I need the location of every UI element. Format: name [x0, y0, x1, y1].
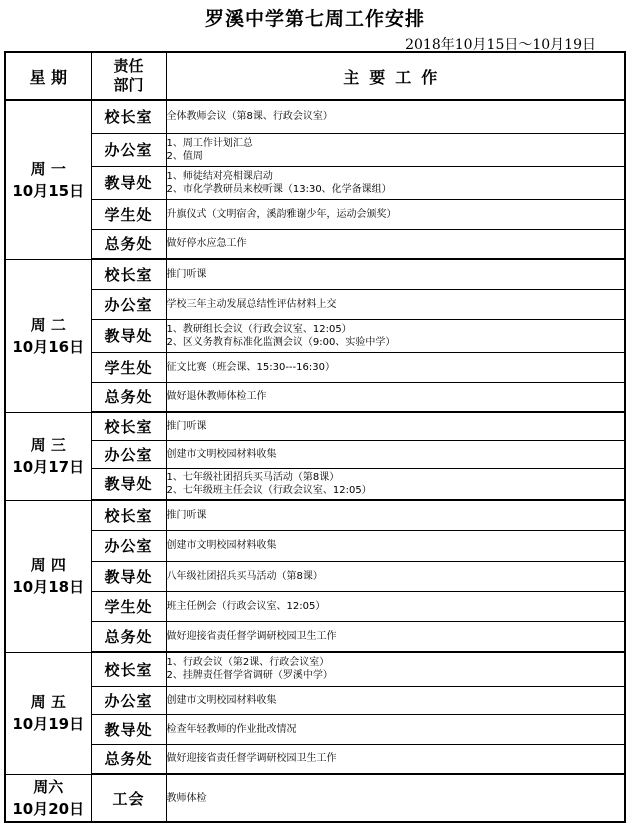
- work-cell: [166, 774, 625, 822]
- day-cell: [5, 774, 91, 822]
- table-row: [5, 412, 625, 440]
- table-row: [5, 382, 625, 412]
- work-cell: [166, 714, 625, 744]
- day-cell: [5, 500, 91, 652]
- table-row: [5, 500, 625, 530]
- day-date: 10月15日: [12, 181, 85, 200]
- dept-cell: 总务处: [91, 382, 166, 412]
- dept-cell: 办公室: [91, 289, 166, 319]
- day-date: 10月18日: [12, 578, 85, 596]
- work-line: 2、市化学教研员来校听课（13:30、化学备课组）: [166, 183, 392, 195]
- work-line: 推门听课: [166, 509, 207, 521]
- dept-cell: 教导处: [91, 468, 166, 500]
- table-row: [5, 621, 625, 652]
- work-line: 推门听课: [166, 268, 207, 280]
- table-row: [5, 100, 625, 133]
- dept-cell: 总务处: [91, 744, 166, 774]
- header-row: [5, 52, 625, 100]
- work-line: 推门听课: [166, 420, 207, 432]
- dept-cell: 学生处: [91, 352, 166, 382]
- schedule-body: [5, 100, 625, 822]
- work-line: 2、值周: [166, 150, 203, 162]
- work-line: 教师体检: [166, 792, 207, 804]
- day-name: 周 一: [30, 159, 66, 178]
- table-row: [5, 440, 625, 468]
- day-date: 10月17日: [12, 458, 85, 476]
- work-line: 八年级社团招兵买马活动（第8课）: [166, 570, 323, 582]
- work-line: 做好迎接省责任督学调研校园卫生工作: [166, 630, 337, 642]
- work-cell: [166, 166, 625, 199]
- work-cell: [166, 530, 625, 561]
- dept-cell: 校长室: [91, 100, 166, 133]
- schedule-table: [4, 51, 626, 823]
- work-line: 做好停水应急工作: [166, 238, 247, 250]
- table-row: [5, 652, 625, 686]
- day-cell: [5, 652, 91, 774]
- day-date: 10月20日: [12, 799, 85, 818]
- dept-cell: 教导处: [91, 561, 166, 591]
- work-cell: [166, 289, 625, 319]
- work-cell: [166, 621, 625, 652]
- table-row: [5, 591, 625, 621]
- table-row: [5, 199, 625, 229]
- work-line: 升旗仪式（文明宿舍，溪韵雅谢少年，运动会颁奖）: [166, 208, 397, 220]
- work-line: 征文比赛（班会课、15:30---16:30）: [166, 361, 335, 373]
- dept-cell: 校长室: [91, 412, 166, 440]
- work-line: 2、挂牌责任督学省调研（罗溪中学）: [166, 670, 333, 682]
- work-line: 做好迎接省责任督学调研校园卫生工作: [166, 753, 337, 765]
- work-line: 创建市文明校园材料收集: [166, 694, 277, 706]
- work-cell: [166, 468, 625, 500]
- dept-cell: 办公室: [91, 530, 166, 561]
- dept-cell: 校长室: [91, 652, 166, 686]
- work-cell: [166, 440, 625, 468]
- work-cell: [166, 352, 625, 382]
- work-line: 创建市文明校园材料收集: [166, 448, 277, 460]
- work-line: 2、区义务教育标准化监测会议（9:00、实验中学）: [166, 336, 396, 348]
- work-cell: [166, 259, 625, 289]
- table-row: [5, 744, 625, 774]
- dept-cell: 教导处: [91, 166, 166, 199]
- work-line: 全体教师会议（第8课、行政会议室）: [166, 111, 333, 123]
- day-cell: [5, 259, 91, 412]
- day-name: 周 二: [30, 315, 66, 334]
- day-date: 10月19日: [12, 715, 85, 733]
- header-dept: [91, 52, 166, 100]
- dept-cell: 办公室: [91, 133, 166, 166]
- table-row: [5, 289, 625, 319]
- work-line: 检查年轻教师的作业批改情况: [166, 723, 297, 735]
- dept-cell: 教导处: [91, 319, 166, 352]
- table-row: [5, 714, 625, 744]
- table-row: [5, 686, 625, 714]
- table-row: [5, 229, 625, 259]
- table-row: [5, 774, 625, 822]
- header-day: 星 期: [5, 52, 91, 100]
- dept-cell: 总务处: [91, 621, 166, 652]
- day-date: 10月16日: [12, 337, 85, 356]
- table-row: [5, 133, 625, 166]
- table-row: [5, 561, 625, 591]
- dept-cell: 校长室: [91, 259, 166, 289]
- work-cell: [166, 561, 625, 591]
- day-name: 周 四: [30, 556, 66, 574]
- work-cell: [166, 744, 625, 774]
- date-range: 2018年10月15日～10月19日: [405, 37, 596, 53]
- work-line: 创建市文明校园材料收集: [166, 540, 277, 551]
- dept-cell: 总务处: [91, 229, 166, 259]
- work-cell: [166, 382, 625, 412]
- header-dept-line2: 部门: [113, 76, 144, 94]
- table-row: [5, 259, 625, 289]
- work-cell: [166, 652, 625, 686]
- work-line: 1、师徒结对亮相课启动: [166, 170, 273, 182]
- day-name: 周六: [33, 777, 64, 796]
- page-title: 罗溪中学第七周工作安排: [204, 8, 425, 30]
- table-row: [5, 352, 625, 382]
- work-line: 1、七年级社团招兵买马活动（第8课）: [166, 471, 340, 483]
- dept-cell: 办公室: [91, 440, 166, 468]
- dept-cell: 工会: [91, 774, 166, 822]
- day-name: 周 三: [30, 436, 66, 454]
- day-name: 周 五: [30, 693, 66, 711]
- work-cell: [166, 686, 625, 714]
- work-line: 2、七年级班主任会议（行政会议室、12:05）: [166, 484, 372, 496]
- work-cell: [166, 412, 625, 440]
- work-cell: [166, 500, 625, 530]
- dept-cell: 学生处: [91, 199, 166, 229]
- work-line: 1、周工作计划汇总: [166, 137, 253, 149]
- work-line: 班主任例会（行政会议室、12:05）: [166, 600, 326, 612]
- header-work: 主要工作: [166, 52, 625, 100]
- dept-cell: 校长室: [91, 500, 166, 530]
- work-line: 做好退休教师体检工作: [166, 391, 267, 403]
- work-cell: [166, 319, 625, 352]
- table-row: [5, 530, 625, 561]
- table-row: [5, 319, 625, 352]
- work-cell: [166, 199, 625, 229]
- work-cell: [166, 591, 625, 621]
- work-line: 学校三年主动发展总结性评估材料上交: [166, 298, 337, 310]
- dept-cell: 教导处: [91, 714, 166, 744]
- dept-cell: 办公室: [91, 686, 166, 714]
- day-cell: [5, 100, 91, 259]
- day-cell: [5, 412, 91, 500]
- work-line: 1、教研组长会议（行政会议室、12:05）: [166, 323, 352, 335]
- work-cell: [166, 100, 625, 133]
- work-line: 1、行政会议（第2课、行政会议室）: [166, 657, 330, 669]
- header-dept-line1: 责任: [113, 57, 144, 75]
- dept-cell: 学生处: [91, 591, 166, 621]
- table-row: [5, 468, 625, 500]
- table-row: [5, 166, 625, 199]
- work-cell: [166, 133, 625, 166]
- work-cell: [166, 229, 625, 259]
